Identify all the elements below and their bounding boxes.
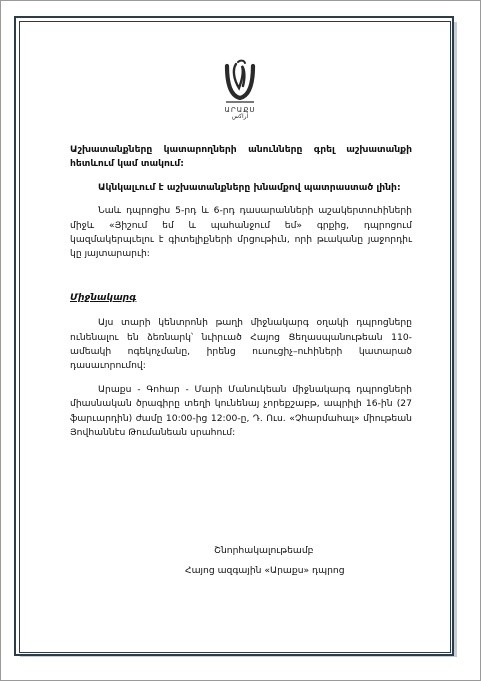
notice-careful-preparation: Ակնկալւում է աշխատանքները խնամքով պատրաստած լինի: [98, 181, 401, 193]
logo-caption: ԱՐԱՔՍ [224, 106, 256, 114]
signature-school: Հայոց ազգային «Արաքս» դպրոց [185, 565, 345, 576]
document-body [70, 143, 412, 441]
notice-author-names: Աշխատանքները կատարողների անունները գրել աշխատանքի հետևում կամ տակում: [70, 144, 412, 170]
school-logo [218, 58, 262, 120]
paragraph-genocide-event: Այս տարի կենտրոնի թաղի միջնակարգ օղակի դպրոցները ունենալու են ձեռնարկ՝ նւիրւած Հայոց Ցեղասպանութեան 110-ամեակի ոգեկոչմանը, իրենց ուսուցիչ–ուհիների կատարած դասաւորումով: [70, 317, 412, 372]
araks-school-logo-icon [218, 58, 262, 106]
signature-thanks: Շնորհակալութեամբ [214, 545, 314, 556]
paragraph-joint-program: Արաքս - Գոհար - Մարի Մանուկեան միջնակարգ դպրոցների միասնական ծրագիրը տեղի կունենայ չորեքշաբթ, ապրիլի 16-ին (27 ֆարւարդին) ժամը 10:00-ից 12:00-ը, Դ. Ուս. «Չհարմահալ» միութեան Յովհաննէս Թումանեան սրահում: [70, 383, 412, 439]
logo-caption-secondary: ﺃﺭﺍﻛﺱ [231, 113, 249, 120]
paragraph-quiz: Նաև դպրոցիս 5-րդ և 6-րդ դասարանների աշակերտուհիների միջև «Յիշում եմ և պահանջում եմ» գրքից, դպրոցում կազմակերպւելու է գիտելիքների մրցութիւն, որի թւականը յաջորդիւ կը յայտարարւի: [70, 205, 412, 260]
section-title-secondary: Միջնակարգ [70, 291, 137, 303]
